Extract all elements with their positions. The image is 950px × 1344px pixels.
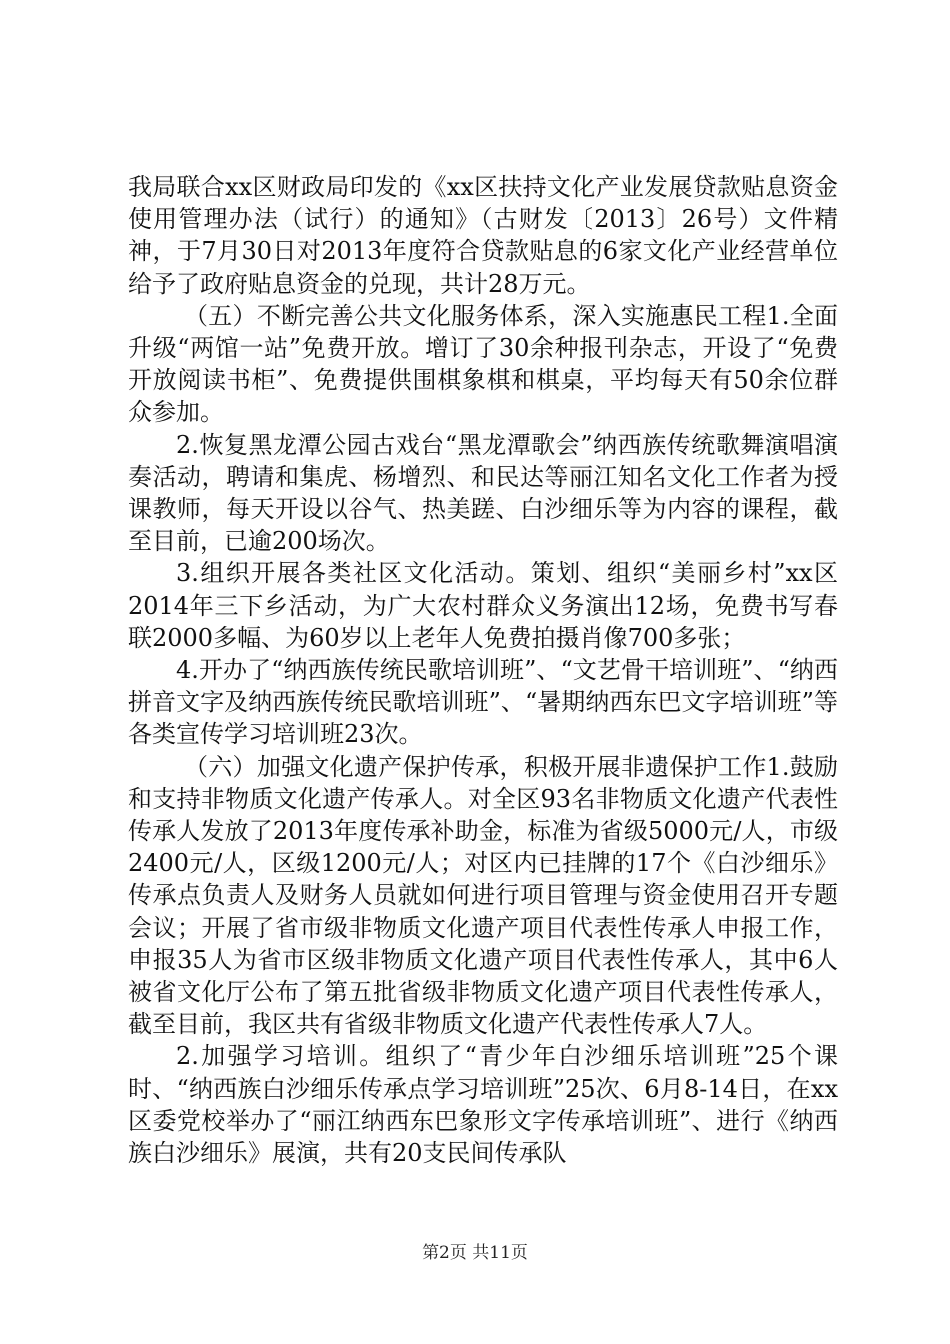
paragraph-5: 4.开办了“纳西族传统民歌培训班”、“文艺骨干培训班”、“纳西拼音文字及纳西族传统民歌培训班”、“暑期纳西东巴文字培训班”等各类宣传学习培训班23次。: [128, 656, 838, 749]
paragraph-3: 2.恢复黑龙潭公园古戏台“黑龙潭歌会”纳西族传统歌舞演唱演奏活动，聘请和集虎、杨增烈、和民达等丽江知名文化工作者为授课教师，每天开设以谷气、热美蹉、白沙细乐等为内容的课程，截至目前，已逾200场次。: [128, 430, 838, 556]
paragraph-7: 2.加强学习培训。组织了“青少年白沙细乐培训班”25个课时、“纳西族白沙细乐传承点学习培训班”25次、6月8-14日，在xx区委党校举办了“丽江纳西东巴象形文字传承培训班”、进行《纳西族白沙细乐》展演，共有20支民间传承队: [128, 1042, 838, 1168]
paragraph-1: 我局联合xx区财政局印发的《xx区扶持文化产业发展贷款贴息资金使用管理办法（试行）的通知》（古财发〔2013〕26号）文件精神，于7月30日对2013年度符合贷款贴息的6家文化产业经营单位给予了政府贴息资金的兑现，共计28万元。: [128, 173, 838, 298]
paragraph-2: （五）不断完善公共文化服务体系，深入实施惠民工程1.全面升级“两馆一站”免费开放。增订了30余种报刊杂志，开设了“免费开放阅读书柜”、免费提供围棋象棋和棋桌，平均每天有50余位群众参加。: [128, 301, 838, 427]
paragraph-4: 3.组织开展各类社区文化活动。策划、组织“美丽乡村”xx区2014年三下乡活动，为广大农村群众义务演出12场，免费书写春联2000多幅、为60岁以上老年人免费拍摄肖像700多张；: [128, 559, 838, 652]
document-body: [128, 171, 838, 1169]
paragraph-6: （六）加强文化遗产保护传承，积极开展非遗保护工作1.鼓励和支持非物质文化遗产传承人。对全区93名非物质文化遗产代表性传承人发放了2013年度传承补助金，标准为省级5000元/人，市级2400元/人，区级1200元/人；对区内已挂牌的17个《白沙细乐》传承点负责人及财务人员就如何进行项目管理与资金使用召开专题会议；开展了省市级非物质文化遗产项目代表性传承人申报工作，申报35人为省市区级非物质文化遗产项目代表性传承人，其中6人被省文化厅公布了第五批省级非物质文化遗产项目代表性传承人，截至目前，我区共有省级非物质文化遗产代表性传承人7人。: [128, 752, 838, 1039]
page-number: 第2页 共11页: [422, 1243, 528, 1263]
